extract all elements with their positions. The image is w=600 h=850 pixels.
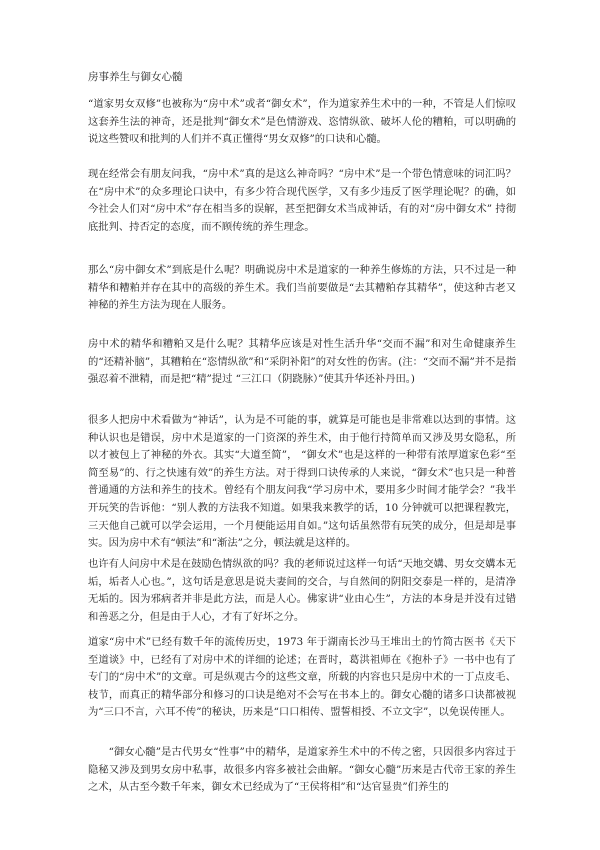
- paragraph-1: “道家男女双修”也被称为“房中术”或者“御女术”，作为道家养生术中的一种，不管是人们惊叹这套养生法的神奇，还是批判“御女术”是色情游戏、恣情纵欲、破坏人伦的糟粕，可以明确的说这些赞叹和批判的人们并不真正懂得“男女双修”的口诀和心髓。: [88, 98, 516, 146]
- paragraph-7: 道家“房中术”已经有数千年的流传历史，1973 年于湖南长沙马王堆出土的竹简古医书《天下至道谈》中，已经有了对房中术的详细的论述；在晋时，葛洪祖师在《抱朴子》一书中也有了专门的“房中术”的文章。可是纵观古今的这些文章，所载的内容也只是房中术的一丁点皮毛、枝节，而真正的精华部分和修习的口诀是绝对不会写在书本上的。御女心髓的诸多口诀都被视为“三口不言，六耳不传”的秘诀，历来是“口口相传、盟誓相授、不立文字”，以免误传匪人。: [88, 636, 516, 719]
- paragraph-5: 很多人把房中术看做为“神话”，认为是不可能的事，就算是可能也是非常难以达到的事情。这种认识也是错误，房中术是道家的一门资深的养生术，由于他行持简单而又涉及男女隐私，所以才被包上了神秘的外衣。其实“大道至简”， “御女术”也是这样的一种带有浓厚道家色彩“至简至易”的、行之快速有效”的养生方法。对于得到口诀传承的人来说，“御女术”也只是一种普普通通的方法和养生的技术。曾经有个朋友问我“学习房中术，要用多少时间才能学会？”我半开玩笑的告诉他：“别人教的方法我不知道。如果我来教学的话，10 分钟就可以把课程教完，三天他自己就可以学会运用，一个月便能运用自如。”这句话虽然带有玩笑的成分，但是却是事实。因为房中术有“顿法”和“渐法”之分，顿法就是这样的。: [88, 414, 516, 550]
- document-title: 房事养生与御女心髓: [88, 71, 183, 83]
- paragraph-4: 房中术的精华和糟粕又是什么呢？其精华应该是对性生活升华“交而不漏”和对生命健康养生的“还精补脑”，其糟粕在“恣情纵欲”和“采阴补阳”的对女性的伤害。(注：“交而不漏”并不是指强忍着不泄精，而是把“精”提过 “三江口（阴跷脉）”使其升华还补丹田。): [88, 338, 516, 386]
- paragraph-2: 现在经常会有朋友问我，“房中术”真的是这么神奇吗？“房中术”是一个带色情意味的词汇吗？在“房中术”的众多理论口诀中，有多少符合现代医学，又有多少违反了医学理论呢？的确，如今社会人们对“房中术”存在相当多的误解，甚至把御女术当成神话，有的对“房中御女术” 持彻底批判、持否定的态度，而不顾传统的养生理念。: [88, 168, 516, 233]
- paragraph-6: 也许有人问房中术是在鼓励色情纵欲的吗？我的老师说过这样一句话“天地交媾、男女交媾本无垢，垢者人心也。”，这句话是意思是说夫妻间的交合，与自然间的阴阳交泰是一样的，是清净无垢的。因为邪病者并非是此方法，而是人心。佛家讲“业由心生”，方法的本身是并没有过错和善恶之分，但是由于人心，才有了好坏之分。: [88, 558, 516, 623]
- paragraph-8: “御女心髓”是古代男女“性事”中的精华，是道家养生术中的不传之密，只因很多内容过于隐秘又涉及到男女房中私事，故很多内容多被社会曲解。“御女心髓”历来是古代帝王家的养生之术，从古至今数千年来，御女术已经成为了“王侯将相”和“达官显贵”们养生的: [88, 746, 516, 794]
- paragraph-3: 那么“房中御女术”到底是什么呢？明确说房中术是道家的一种养生修炼的方法，只不过是一种精华和糟粕并存在其中的高级的养生术。我们当前要做是“去其糟粕存其精华”，使这种古老又神秘的养生方法为现在人服务。: [88, 264, 516, 312]
